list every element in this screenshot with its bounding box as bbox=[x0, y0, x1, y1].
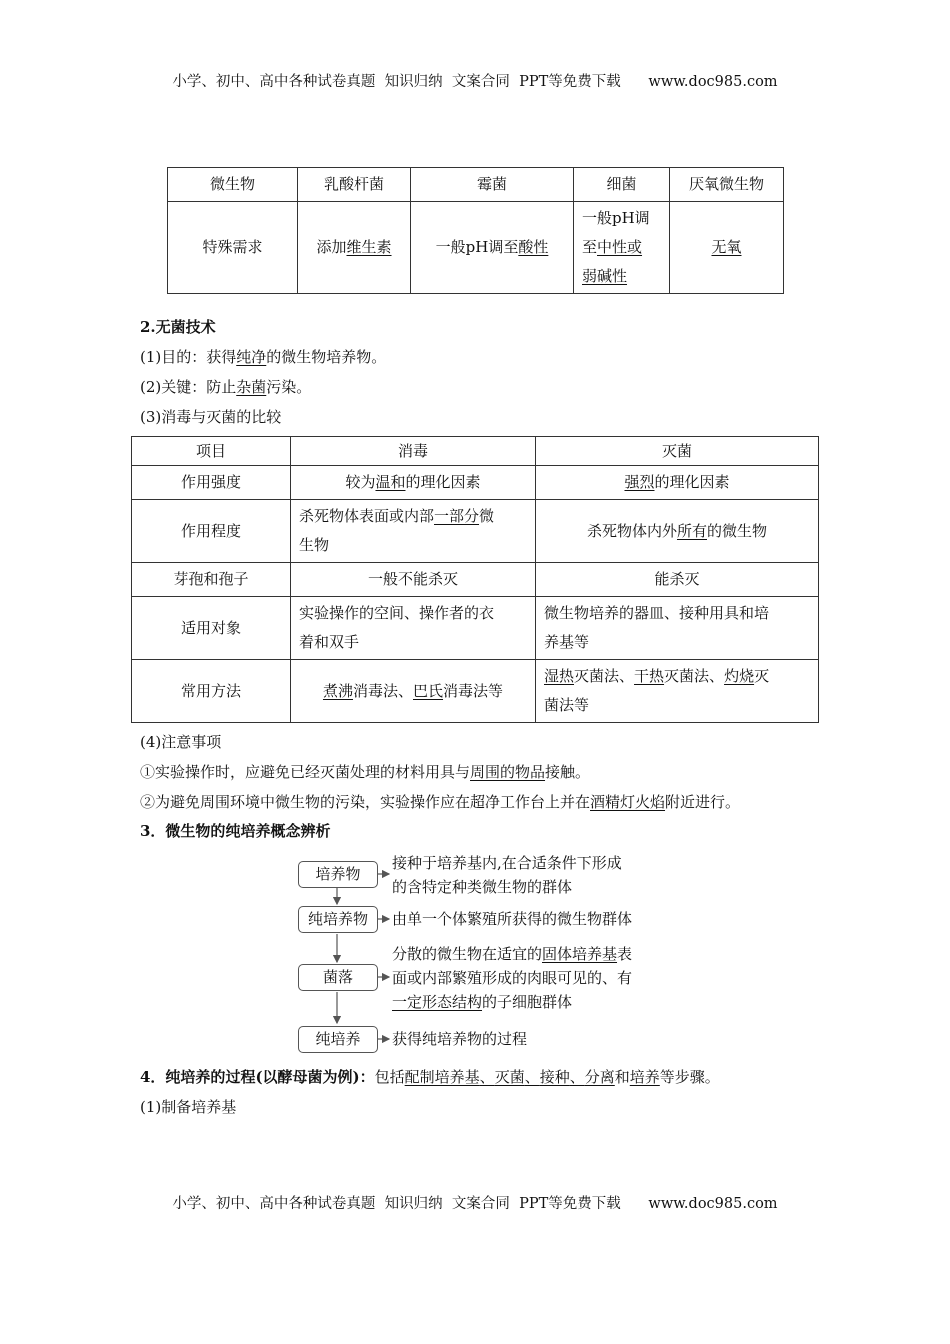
flow-box-culture: 培养物 bbox=[298, 861, 378, 888]
table-cell: 能杀灭 bbox=[536, 563, 819, 597]
microbe-needs-table bbox=[167, 167, 784, 294]
paragraph: (3)消毒与灭菌的比较 bbox=[140, 408, 282, 426]
page-header: 小学、初中、高中各种试卷真题 知识归纳 文案合同 PPT等免费下载 www.doc985.com bbox=[172, 74, 778, 90]
table-cell: 实验操作的空间、操作者的衣 着和双手 bbox=[291, 597, 536, 660]
table-cell: 微生物培养的器皿、接种用具和培 养基等 bbox=[536, 597, 819, 660]
table-header: 微生物 bbox=[168, 168, 298, 202]
row-label: 适用对象 bbox=[132, 597, 291, 660]
paragraph: (1)目的：获得纯净的微生物培养物。 bbox=[140, 348, 387, 366]
paragraph: (2)关键：防止杂菌污染。 bbox=[140, 378, 312, 396]
table-cell: 较为温和的理化因素 bbox=[291, 466, 536, 500]
table-header: 乳酸杆菌 bbox=[298, 168, 411, 202]
row-label: 特殊需求 bbox=[168, 202, 298, 294]
notes-title: (4)注意事项 bbox=[140, 733, 222, 751]
table-header: 霉菌 bbox=[411, 168, 574, 202]
table-header: 消毒 bbox=[291, 437, 536, 466]
row-label: 作用程度 bbox=[132, 500, 291, 563]
section-4: 4．纯培养的过程(以酵母菌为例)：包括配制培养基、灭菌、接种、分离和培养等步骤。 bbox=[140, 1068, 720, 1086]
table-cell: 杀死物体表面或内部一部分微 生物 bbox=[291, 500, 536, 563]
section-3-title: 3．微生物的纯培养概念辨析 bbox=[140, 822, 331, 840]
table-cell: 杀死物体内外所有的微生物 bbox=[536, 500, 819, 563]
table-cell: 添加维生素 bbox=[298, 202, 411, 294]
table-cell: 煮沸消毒法、巴氏消毒法等 bbox=[291, 660, 536, 723]
paragraph: (1)制备培养基 bbox=[140, 1098, 237, 1116]
row-label: 常用方法 bbox=[132, 660, 291, 723]
table-cell: 一般不能杀灭 bbox=[291, 563, 536, 597]
paragraph: ②为避免周围环境中微生物的污染，实验操作应在超净工作台上并在酒精灯火焰附近进行。 bbox=[140, 793, 741, 811]
table-cell: 无氧 bbox=[670, 202, 784, 294]
row-label: 芽孢和孢子 bbox=[132, 563, 291, 597]
disinfection-comparison-table bbox=[131, 436, 819, 723]
table-header: 厌氧微生物 bbox=[670, 168, 784, 202]
table-header: 项目 bbox=[132, 437, 291, 466]
flow-desc: 由单一个体繁殖所获得的微生物群体 bbox=[392, 910, 633, 928]
page-footer: 小学、初中、高中各种试卷真题 知识归纳 文案合同 PPT等免费下载 www.doc985.com bbox=[172, 1196, 778, 1212]
table-cell: 一般pH调至酸性 bbox=[411, 202, 574, 294]
table-cell: 强烈的理化因素 bbox=[536, 466, 819, 500]
paragraph: ①实验操作时，应避免已经灭菌处理的材料用具与周围的物品接触。 bbox=[140, 763, 591, 781]
flow-box-pure-culture-product: 纯培养物 bbox=[298, 906, 378, 933]
table-header: 细菌 bbox=[574, 168, 670, 202]
table-header: 灭菌 bbox=[536, 437, 819, 466]
table-cell: 湿热灭菌法、干热灭菌法、灼烧灭 菌法等 bbox=[536, 660, 819, 723]
flow-desc: 分散的微生物在适宜的固体培养基表 面或内部繁殖形成的肉眼可见的、有 一定形态结构的子细胞群体 bbox=[392, 945, 633, 1011]
row-label: 作用强度 bbox=[132, 466, 291, 500]
flow-desc: 获得纯培养物的过程 bbox=[392, 1030, 528, 1048]
flow-box-pure-culture: 纯培养 bbox=[298, 1026, 378, 1053]
flow-desc: 接种于培养基内,在合适条件下形成 的含特定种类微生物的群体 bbox=[392, 854, 622, 896]
flow-box-colony: 菌落 bbox=[298, 964, 378, 991]
section-2-title: 2.无菌技术 bbox=[140, 318, 216, 336]
table-cell: 一般pH调 至中性或 弱碱性 bbox=[574, 202, 670, 294]
